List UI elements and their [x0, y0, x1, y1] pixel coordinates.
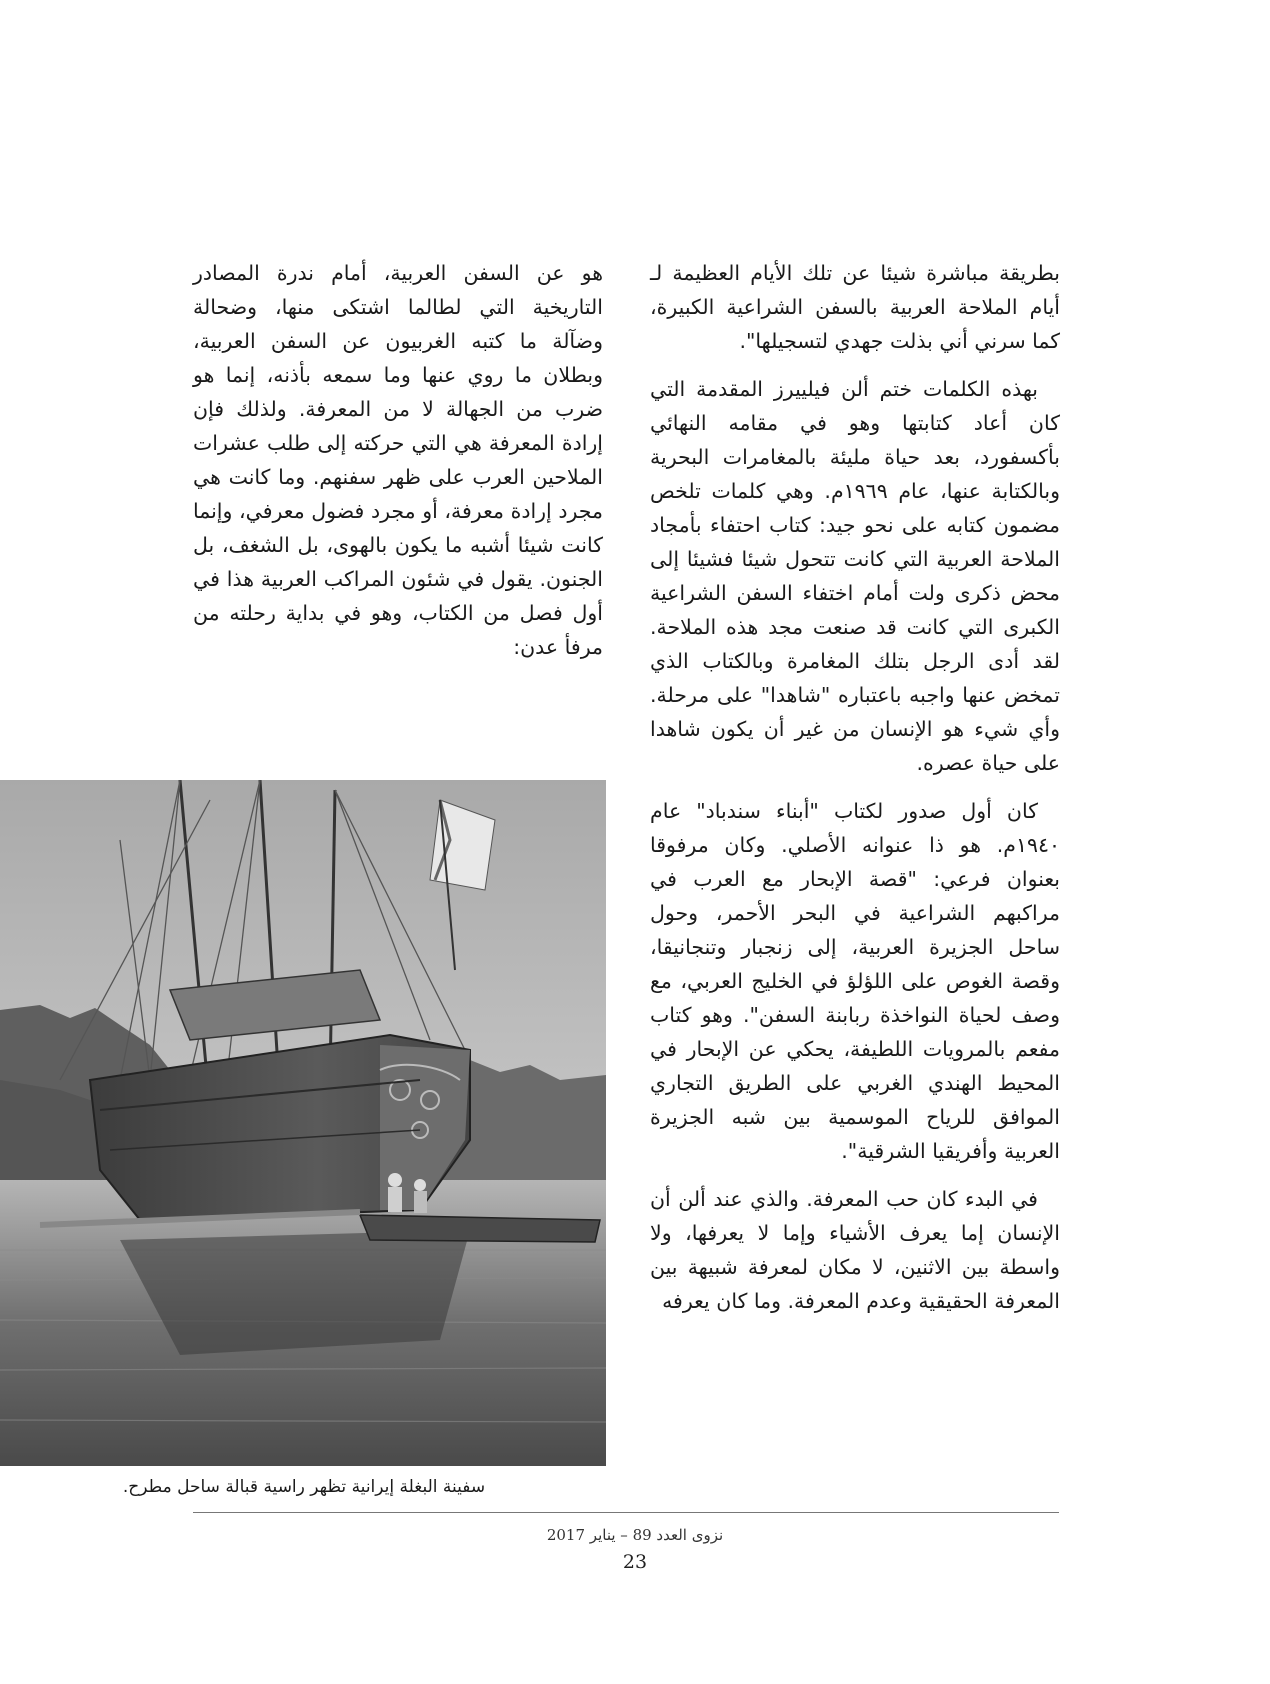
issue-info: نزوى العدد 89 – يناير 2017 [546, 1526, 724, 1544]
right-text-column [650, 256, 1060, 1332]
body-paragraph: هو عن السفن العربية، أمام ندرة المصادر التاريخية التي لطالما اشتكى منها، وضحالة وضآلة ما كتبه الغربيون عن السفن العربية، وبطلان ما روي عنها وما سمعه بأذنه، إنما هو ضرب من الجهالة لا من المعرفة. ولذلك فإن إرادة المعرفة هي التي حركته إلى طلب عشرات الملاحين العرب على ظهر سفنهم. وما كانت هي مجرد إرادة معرفة، أو مجرد فضول معرفي، وإنما كانت شيئا أشبه ما يكون بالهوى، بل الشغف، بل الجنون. يقول في شئون المراكب العربية هذا في أول فصل من الكتاب، وهو في بداية رحلته من مرفأ عدن: [193, 261, 603, 659]
body-paragraph: في البدء كان حب المعرفة. والذي عند ألن أن الإنسان إما يعرف الأشياء وإما لا يعرفها، ولا واسطة بين الاثنين، لا مكان لمعرفة شبيهة بين المعرفة الحقيقية وعدم المعرفة. وما كان يعرفه [650, 1187, 1060, 1313]
body-paragraph: كان أول صدور لكتاب "أبناء سندباد" عام ١٩٤٠م. هو ذا عنوانه الأصلي. وكان مرفوقا بعنوان فرعي: "قصة الإبحار مع العرب في مراكبهم الشراعية في البحر الأحمر، وحول ساحل الجزيرة العربية، إلى زنجبار وتنجانيقا، وقصة الغوص على اللؤلؤ في الخليج العربي، مع وصف لحياة النواخذة ربابنة السفن". وهو كتاب مفعم بالمرويات اللطيفة، يحكي عن الإبحار في المحيط الهندي الغربي على الطريق التجاري الموافق للرياح الموسمية بين شبه الجزيرة العربية وأفريقيا الشرقية". [650, 799, 1060, 1163]
page-number: 23 [622, 1551, 648, 1573]
dhow-ship-photo [0, 780, 606, 1466]
body-paragraph: بهذه الكلمات ختم ألن فيلييرز المقدمة التي كان أعاد كتابتها وهو في مقامه النهائي بأكسفورد، بعد حياة مليئة بالمغامرات البحرية وبالكتابة عنها، عام ١٩٦٩م. وهي كلمات تلخص مضمون كتابه على نحو جيد: كتاب احتفاء بأمجاد الملاحة العربية التي كانت تتحول شيئا فشيئا إلى محض ذكرى ولت أمام اختفاء السفن الشراعية الكبرى التي كانت قد صنعت مجد هذه الملاحة. لقد أدى الرجل بتلك المغامرة وبالكتاب الذي تمخض عنها واجبه باعتباره "شاهدا" على مرحلة. وأي شيء هو الإنسان من غير أن يكون شاهدا على حياة عصره. [650, 377, 1061, 775]
left-text-column [193, 256, 603, 664]
footer-divider [193, 1512, 1059, 1513]
photo-caption: سفينة البغلة إيرانية تظهر راسية قبالة ساحل مطرح. [122, 1477, 486, 1497]
body-paragraph: بطريقة مباشرة شيئا عن تلك الأيام العظيمة لـ أيام الملاحة العربية بالسفن الشراعية الكبيرة، كما سرني أني بذلت جهدي لتسجيلها". [650, 261, 1060, 353]
